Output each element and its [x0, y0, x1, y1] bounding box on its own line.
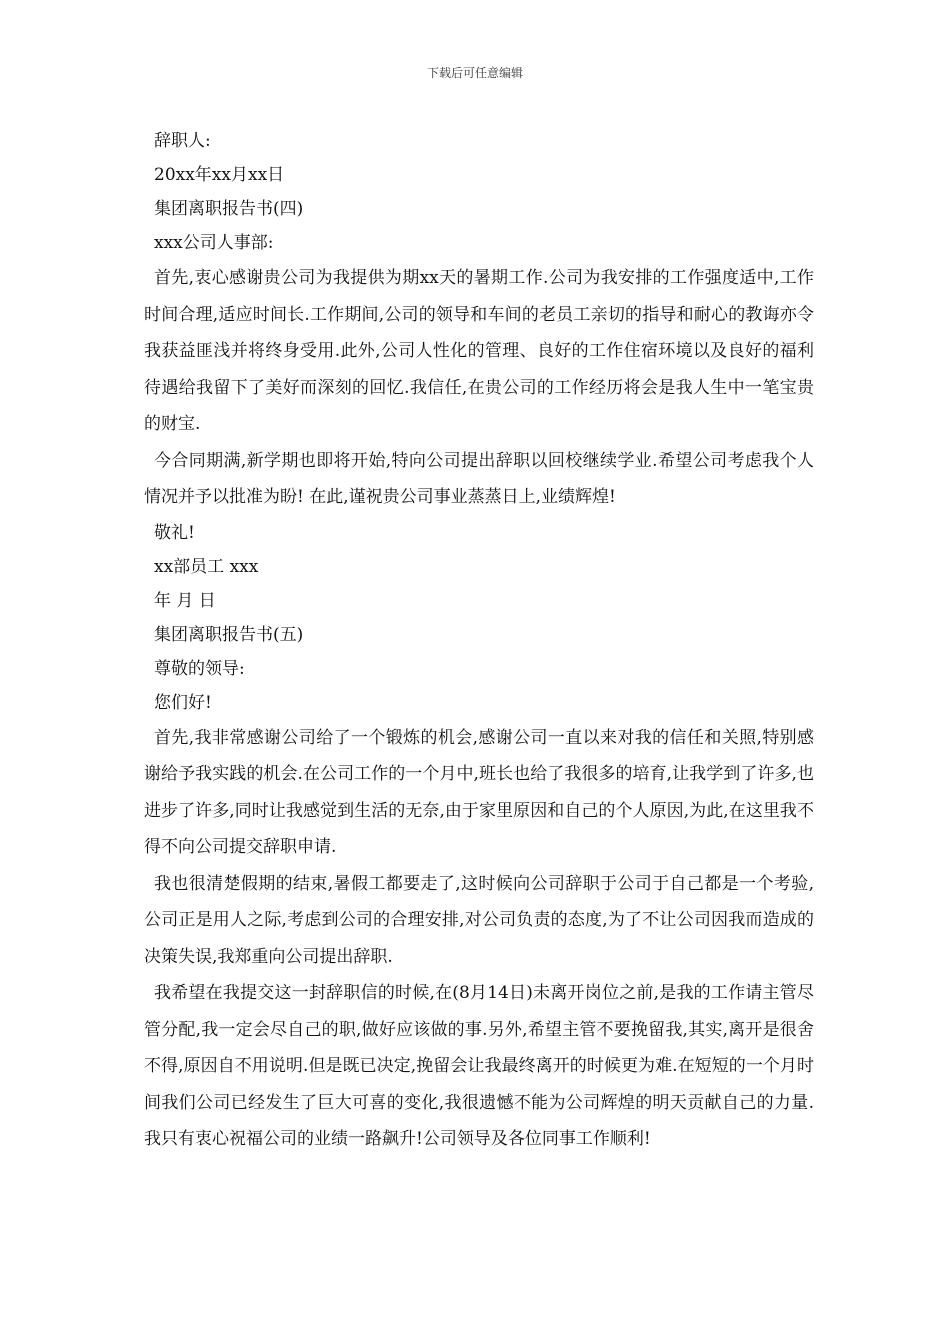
paragraph-5-3: 我希望在我提交这一封辞职信的时候,在(8月14日)未离开岗位之前,是我的工作请主管尽管分配,我一定会尽自己的职,做好应该做的事.另外,希望主管不要挽留我,其实,离开是很舍不得,原因自不用说明.但是既已决定,挽留会让我最终离开的时候更为难.在短短的一个月时间我们公司已经发生了巨大可喜的变化,我很遗憾不能为公司辉煌的明天贡献自己的力量.我只有衷心祝福公司的业绩一路飙升!公司领导及各位同事工作顺利! — [144, 983, 814, 1149]
date-line: 20xx年xx月xx日 — [154, 165, 285, 185]
signer-line: xx部员工 xxx — [154, 556, 259, 577]
date-blank-line: 年 月 日 — [154, 590, 216, 611]
paragraph-5-1: 首先,我非常感谢公司给了一个锻炼的机会,感谢公司一直以来对我的信任和关照,特别感谢给予我实践的机会.在公司工作的一个月中,班长也给了我很多的培育,让我学到了许多,也进步了许多,同时让我感觉到生活的无奈,由于家里原因和自己的个人原因,为此,在这里我不得不向公司提交辞职申请. — [144, 727, 814, 857]
greeting-5: 您们好! — [154, 692, 212, 713]
section-title-4: 集团离职报告书(四) — [154, 199, 304, 219]
page-header: 下载后可任意编辑 — [426, 66, 523, 80]
salutation-4: xxx公司人事部: — [154, 233, 274, 253]
regards-line: 敬礼! — [154, 522, 195, 543]
document-body — [144, 124, 814, 1158]
resigner-line: 辞职人: — [154, 131, 211, 151]
paragraph-5-2: 我也很清楚假期的结束,暑假工都要走了,这时候向公司辞职于公司于自己都是一个考验,公司正是用人之际,考虑到公司的合理安排,对公司负责的态度,为了不让公司因我而造成的决策失误,我郑重向公司提出辞职. — [144, 873, 814, 967]
salutation-5: 尊敬的领导: — [154, 658, 245, 679]
section-title-5: 集团离职报告书(五) — [154, 624, 304, 645]
paragraph-4-1: 首先,衷心感谢贵公司为我提供为期xx天的暑期工作.公司为我安排的工作强度适中,工作时间合理,适应时间长.工作期间,公司的领导和车间的老员工亲切的指导和耐心的教诲亦令我获益匪浅并将终身受用.此外,公司人性化的管理、良好的工作住宿环境以及良好的福利待遇给我留下了美好而深刻的回忆.我信任,在贵公司的工作经历将会是我人生中一笔宝贵的财宝. — [144, 268, 814, 434]
paragraph-4-2: 今合同期满,新学期也即将开始,特向公司提出辞职以回校继续学业.希望公司考虑我个人情况并予以批准为盼! 在此,谨祝贵公司事业蒸蒸日上,业绩辉煌! — [144, 450, 814, 507]
